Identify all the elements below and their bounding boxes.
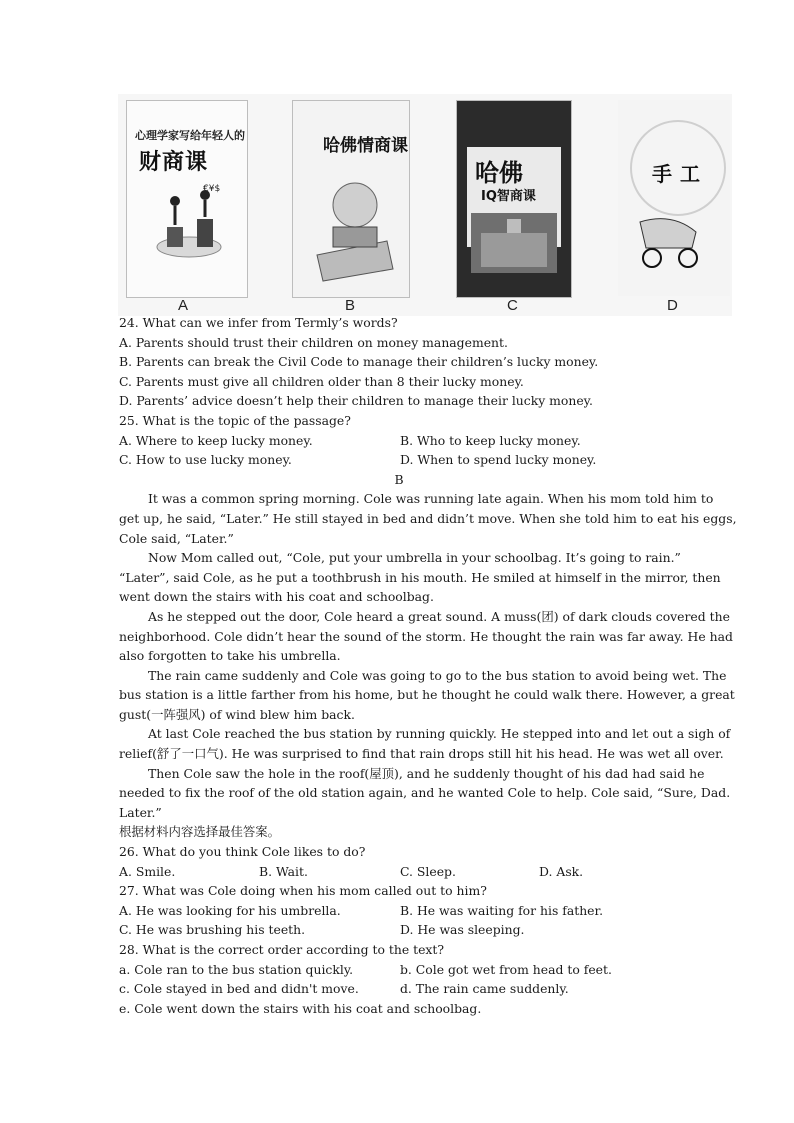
question-26-option-c: C. Sleep.	[400, 863, 456, 879]
passage-line: Then Cole saw the hole in the roof(屋顶), and he suddenly thought of his dad had said he	[148, 765, 705, 781]
passage-line: relief(舒了一口气). He was surprised to find that rain drops still hit his head. He was wet all over.	[119, 746, 724, 762]
question-27-options-row-2	[119, 920, 679, 940]
question-27-option-d: D. He was sleeping.	[400, 922, 525, 938]
svg-text:€¥$: €¥$	[203, 184, 221, 194]
question-26-option-a: A. Smile.	[119, 863, 176, 879]
question-24-option-a: A. Parents should trust their children on money management.	[119, 334, 508, 350]
book-cover-d	[618, 100, 730, 296]
book-c-illustration	[471, 213, 557, 273]
question-24-option-d: D. Parents’ advice doesn’t help their children to manage their lucky money.	[119, 393, 593, 409]
book-d-title: 手工	[652, 162, 708, 186]
book-label-a: A	[178, 297, 189, 314]
book-c-title: 哈佛	[475, 159, 523, 187]
section-b-instruction: 根据材料内容选择最佳答案。	[119, 824, 281, 840]
passage-line: gust(一阵强风) of wind blew him back.	[119, 706, 355, 722]
question-27-options-row-1	[119, 901, 679, 921]
passage-line: get up, he said, “Later.” He still stayed in bed and didn’t move. When she told him to eat his eggs,	[119, 510, 737, 526]
question-27-option-c: C. He was brushing his teeth.	[119, 922, 306, 938]
question-28-events-row-2	[119, 979, 679, 999]
question-24-option-b: B. Parents can break the Civil Code to manage their children’s lucky money.	[119, 354, 599, 370]
passage-line: Cole said, “Later.”	[119, 530, 234, 546]
passage-line: Later.”	[119, 804, 162, 820]
question-25-option-d: D. When to spend lucky money.	[400, 452, 597, 468]
question-25-option-b: B. Who to keep lucky money.	[400, 432, 581, 448]
question-28-event-b: b. Cole got wet from head to feet.	[400, 961, 612, 977]
passage-line: As he stepped out the door, Cole heard a great sound. A muss(团) of dark clouds covered the	[148, 608, 730, 624]
passage-line: At last Cole reached the bus station by running quickly. He stepped into and let out a sigh of	[148, 726, 731, 742]
question-24-stem: 24. What can we infer from Termly’s words?	[119, 315, 398, 330]
question-25-option-c: C. How to use lucky money.	[119, 452, 292, 468]
passage-line: The rain came suddenly and Cole was going to go to the bus station to avoid being wet. The	[148, 667, 727, 683]
passage-line: “Later”, said Cole, as he put a toothbrush in his mouth. He smiled at himself in the mirror, then	[119, 569, 721, 585]
book-label-d: D	[667, 297, 678, 314]
question-28-stem: 28. What is the correct order according to the text?	[119, 942, 445, 957]
book-a-title: 财商课	[139, 150, 209, 175]
question-27-stem: 27. What was Cole doing when his mom called out to him?	[119, 883, 487, 899]
book-b-title: 哈佛情商课	[323, 136, 408, 156]
question-25-option-a: A. Where to keep lucky money.	[119, 432, 313, 448]
passage-line: also forgotten to take his umbrella.	[119, 648, 341, 664]
question-25-options-row-2	[119, 450, 679, 470]
question-25-stem: 25. What is the topic of the passage?	[119, 412, 351, 428]
passage-line: neighborhood. Cole didn’t hear the sound of the storm. He thought the rain was far away. He had	[119, 628, 733, 644]
book-d-stroller-icon	[632, 212, 712, 272]
question-28-event-d: d. The rain came suddenly.	[400, 981, 569, 997]
question-28-event-c: c. Cole stayed in bed and didn't move.	[119, 981, 359, 997]
section-b-heading: B	[394, 471, 404, 487]
book-label-b: B	[345, 297, 356, 314]
question-26-option-b: B. Wait.	[259, 863, 308, 879]
book-label-c: C	[507, 297, 518, 314]
passage-line: went down the stairs with his coat and schoolbag.	[119, 589, 434, 605]
book-a-illustration	[145, 181, 235, 271]
passage-line: Now Mom called out, “Cole, put your umbrella in your schoolbag. It’s going to rain.”	[148, 550, 681, 566]
passage-line: bus station is a little farther from his home, but he thought he could walk there. However, a great	[119, 687, 735, 703]
book-c-subtitle: IQ智商课	[481, 189, 536, 204]
book-covers-figure	[118, 94, 732, 316]
book-cover-c	[456, 100, 572, 298]
passage-line: needed to fix the roof of the old station again, and he wanted Cole to help. Cole said, “Sure, Dad.	[119, 785, 731, 801]
book-b-illustration	[307, 165, 397, 285]
book-cover-b	[292, 100, 410, 298]
book-a-subtitle: 心理学家写给年轻人的	[135, 129, 245, 142]
passage-line: It was a common spring morning. Cole was running late again. When his mom told him to	[148, 491, 714, 507]
question-28-event-e: e. Cole went down the stairs with his coat and schoolbag.	[119, 1000, 482, 1016]
question-27-option-a: A. He was looking for his umbrella.	[119, 902, 341, 918]
book-cover-a	[126, 100, 248, 298]
question-25-options-row-1	[119, 431, 679, 451]
question-26-option-d: D. Ask.	[539, 863, 584, 879]
question-26-stem: 26. What do you think Cole likes to do?	[119, 844, 366, 860]
question-24-option-c: C. Parents must give all children older than 8 their lucky money.	[119, 373, 524, 389]
question-27-option-b: B. He was waiting for his father.	[400, 902, 604, 918]
question-26-options	[119, 862, 679, 882]
exam-text	[119, 313, 737, 1018]
question-28-event-a: a. Cole ran to the bus station quickly.	[119, 961, 354, 977]
question-28-events-row-1	[119, 960, 679, 980]
